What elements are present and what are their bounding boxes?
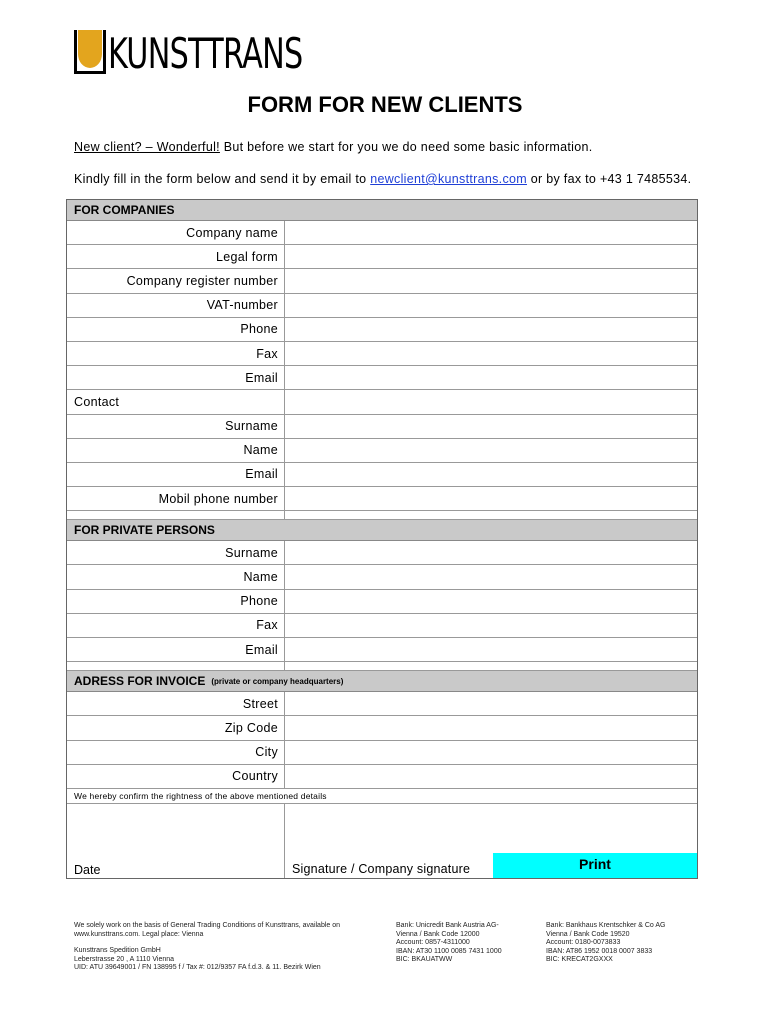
form-row (67, 638, 697, 662)
contact-mobile-field[interactable] (285, 487, 697, 510)
form-row (67, 245, 697, 269)
spacer-cell (67, 511, 285, 519)
field-label: Name (67, 565, 285, 588)
field-label: VAT-number (67, 294, 285, 317)
field-label: Zip Code (67, 716, 285, 739)
form-row (67, 541, 697, 565)
company-phone-field[interactable] (285, 318, 697, 341)
invoice-header-note: (private or company headquarters) (211, 676, 344, 686)
spacer-row (67, 511, 697, 520)
intro-text-after: or by fax to +43 1 7485534. (526, 172, 692, 186)
footer-line: Bank: Bankhaus Krentschker & Co AG (546, 922, 666, 929)
intro-greeting: New client? – Wonderful! (74, 140, 220, 154)
print-button-label: Print (579, 855, 611, 872)
contact-field[interactable] (285, 390, 697, 413)
contact-label: Contact (67, 390, 285, 413)
confirmation-text: We hereby confirm the rightness of the above mentioned details (67, 789, 697, 804)
field-label: City (67, 741, 285, 764)
form-row (67, 269, 697, 293)
form-row (67, 487, 697, 511)
footer-line: www.kunsttrans.com. Legal place: Vienna (74, 930, 204, 938)
contact-name-field[interactable] (285, 439, 697, 462)
field-label: Surname (67, 415, 285, 438)
private-email-field[interactable] (285, 638, 697, 661)
page-title: FORM FOR NEW CLIENTS (247, 92, 523, 117)
footer-line: UID: ATU 39649001 / FN 138995 f / Tax #: 012/9357 FA f.d.3. & 11. Bezirk Wien (74, 964, 321, 972)
zip-code-field[interactable] (285, 716, 697, 739)
footer-line: Bank: Unicredit Bank Austria AG- (396, 922, 499, 929)
footer-line: We solely work on the basis of General Trading Conditions of Kunsttrans, available on (74, 922, 341, 929)
form-row (67, 439, 697, 463)
signature-area (67, 804, 697, 879)
signature-label: Signature / Company signature (292, 861, 471, 876)
logo-mark-icon (74, 30, 106, 74)
footer-line: BIC: BKAUATWW (396, 956, 453, 964)
logo-wordmark: KUNSTTRANS (108, 29, 303, 78)
invoice-header-title: ADRESS FOR INVOICE (74, 674, 206, 689)
company-name-field[interactable] (285, 221, 697, 244)
field-label: Fax (67, 342, 285, 365)
form-row (67, 716, 697, 740)
contact-email-field[interactable] (285, 463, 697, 486)
city-field[interactable] (285, 741, 697, 764)
company-logo (74, 29, 378, 78)
footer-line: IBAN: AT30 1100 0085 7431 1000 (396, 947, 502, 955)
street-field[interactable] (285, 692, 697, 715)
company-email-field[interactable] (285, 366, 697, 389)
field-label: Legal form (67, 245, 285, 268)
form-row (67, 366, 697, 390)
field-label: Company name (67, 221, 285, 244)
print-button[interactable] (493, 853, 697, 878)
field-label: Country (67, 765, 285, 788)
company-register-field[interactable] (285, 269, 697, 292)
field-label: Mobil phone number (67, 487, 285, 510)
country-field[interactable] (285, 765, 697, 788)
private-phone-field[interactable] (285, 590, 697, 613)
private-surname-field[interactable] (285, 541, 697, 564)
legal-form-field[interactable] (285, 245, 697, 268)
form-row (67, 741, 697, 765)
section-header-companies: FOR COMPANIES (67, 200, 697, 221)
client-form (66, 199, 698, 879)
form-row (67, 765, 697, 789)
footer-line: IBAN: AT86 1952 0018 0007 3833 (546, 947, 653, 955)
field-label: Street (67, 692, 285, 715)
form-row (67, 318, 697, 342)
form-row (67, 415, 697, 439)
footer-spacer (74, 939, 384, 947)
vat-number-field[interactable] (285, 294, 697, 317)
spacer-cell (67, 662, 285, 670)
company-fax-field[interactable] (285, 342, 697, 365)
field-label: Email (67, 638, 285, 661)
field-label: Company register number (67, 269, 285, 292)
private-fax-field[interactable] (285, 614, 697, 637)
section-header-private: FOR PRIVATE PERSONS (67, 520, 697, 541)
field-label: Name (67, 439, 285, 462)
footer-bank-1 (396, 922, 536, 965)
intro-line-2 (74, 172, 691, 186)
footer-line: Vienna / Bank Code 12000 (396, 930, 480, 938)
date-field[interactable] (67, 804, 285, 878)
private-name-field[interactable] (285, 565, 697, 588)
spacer-row (67, 662, 697, 671)
form-row (67, 590, 697, 614)
field-label: Phone (67, 318, 285, 341)
footer-legal (74, 922, 384, 973)
footer-bank-2 (546, 922, 716, 965)
email-link[interactable]: newclient@kunsttrans.com (370, 172, 527, 186)
contact-surname-field[interactable] (285, 415, 697, 438)
signature-field[interactable] (285, 804, 697, 878)
footer-line: Account: 0857-4311000 (396, 939, 470, 947)
field-label: Fax (67, 614, 285, 637)
footer-line: Kunsttrans Spedition GmbH (74, 947, 161, 955)
intro-text-before: Kindly fill in the form below and send it by email to (74, 172, 371, 186)
section-header-invoice (67, 671, 697, 692)
intro-text: But before we start for you we do need some basic information. (219, 140, 593, 154)
form-row (67, 390, 697, 414)
form-row (67, 614, 697, 638)
form-row (67, 565, 697, 589)
footer-line: Account: 0180-0073833 (546, 939, 621, 947)
form-row (67, 463, 697, 487)
footer-line: BIC: KRECAT2GXXX (546, 956, 613, 964)
footer-line: Vienna / Bank Code 19520 (546, 930, 630, 938)
spacer-cell (285, 662, 697, 670)
field-label: Email (67, 366, 285, 389)
field-label: Email (67, 463, 285, 486)
field-label: Surname (67, 541, 285, 564)
form-row (67, 692, 697, 716)
intro-line-1 (74, 140, 593, 154)
form-row (67, 294, 697, 318)
form-row (67, 342, 697, 366)
spacer-cell (285, 511, 697, 519)
form-row (67, 221, 697, 245)
field-label: Phone (67, 590, 285, 613)
footer-line: Leberstrasse 20 , A 1110 Vienna (74, 955, 175, 963)
date-label: Date (74, 862, 101, 877)
